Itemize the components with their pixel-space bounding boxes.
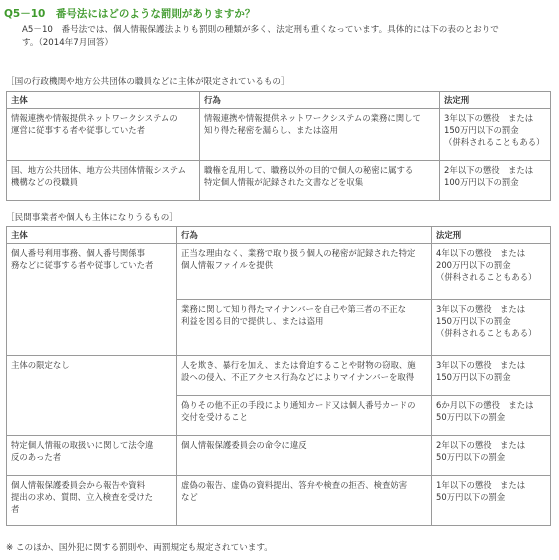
question-title: Q5－10 番号法にはどのような罰則がありますか？	[4, 8, 256, 20]
cell-line: 人を欺き、暴行を加え、または脅迫することや財物の窃取、施	[181, 360, 416, 370]
subject-cell	[7, 356, 177, 436]
action-cell	[177, 436, 432, 476]
cell-line: 50万円以下の罰金	[436, 492, 506, 502]
cell-line: 特定個人情報が記録された文書などを収集	[204, 177, 364, 187]
header-penalty: 法定刑	[440, 92, 551, 109]
cell-line: 反のあった者	[11, 452, 62, 462]
answer-text	[22, 24, 550, 50]
cell-line: 6か月以下の懲役 または	[436, 400, 534, 410]
cell-line: 2年以下の懲役 または	[444, 165, 534, 175]
cell-line: （併科されることもある）	[436, 272, 537, 282]
action-cell	[177, 300, 432, 356]
cell-line: 正当な理由なく、業務で取り扱う個人の秘密が記録された特定	[181, 248, 416, 258]
cell-line: 個人番号利用事務、個人番号関係事	[11, 248, 145, 258]
table-row	[7, 356, 551, 396]
cell-line: 特定個人情報の取扱いに関して法令違	[11, 440, 154, 450]
penalty-cell	[440, 161, 551, 201]
action-cell	[177, 396, 432, 436]
table-row	[7, 476, 551, 526]
cell-line: 提出の求め、質問、立入検査を受けた	[11, 492, 154, 502]
cell-line: 偽りその他不正の手段により通知カード又は個人番号カードの	[181, 400, 416, 410]
cell-line: 2年以下の懲役 または	[436, 440, 526, 450]
penalty-cell	[432, 476, 551, 526]
answer-line: A5－10 番号法では、個人情報保護法よりも罰則の種類が多く、法定刑も重くなっています。具体的には下の表のとおりで	[22, 25, 499, 35]
penalty-table-private	[6, 226, 551, 526]
cell-line: 200万円以下の罰金	[436, 260, 511, 270]
subject-cell	[7, 476, 177, 526]
cell-line: 務などに従事する者や従事していた者	[11, 260, 154, 270]
header-action: 行為	[200, 92, 440, 109]
header-penalty: 法定刑	[432, 227, 551, 244]
penalty-cell	[440, 109, 551, 161]
cell-line: 虚偽の報告、虚偽の資料提出、答弁や検査の拒否、検査妨害	[181, 480, 408, 490]
footnote: ※ このほか、国外犯に関する罰則や、両罰規定も規定されています。	[6, 543, 273, 553]
cell-line: 知り得た秘密を漏らし、または盗用	[204, 125, 338, 135]
cell-line: （併科されることもある）	[444, 137, 545, 147]
cell-line: 情報連携や情報提供ネットワークシステムの業務に関して	[204, 113, 421, 123]
cell-line: 者	[11, 504, 20, 514]
penalty-cell	[432, 396, 551, 436]
cell-line: 業務に関して知り得たマイナンバーを自己や第三者の不正な	[181, 304, 406, 314]
action-cell	[200, 109, 440, 161]
cell-line: 3年以下の懲役 または	[436, 360, 526, 370]
penalty-cell	[432, 436, 551, 476]
cell-line: 100万円以下の罰金	[444, 177, 519, 187]
cell-line: 150万円以下の罰金	[436, 372, 511, 382]
table-row	[7, 161, 551, 201]
table2-caption: ［民間事業者や個人も主体になりうるもの］	[6, 213, 178, 223]
header-subject: 主体	[7, 227, 177, 244]
cell-line: 4年以下の懲役 または	[436, 248, 526, 258]
cell-line: 交付を受けること	[181, 412, 248, 422]
cell-line: （併科されることもある）	[436, 328, 537, 338]
penalty-cell	[432, 244, 551, 300]
subject-cell	[7, 436, 177, 476]
cell-line: 設への侵入、不正アクセス行為などによりマイナンバーを取得	[181, 372, 415, 382]
table-header-row	[7, 92, 551, 109]
answer-line: す。（2014年7月回答）	[22, 38, 114, 48]
penalty-table-public	[6, 91, 551, 201]
table-row	[7, 436, 551, 476]
cell-line: 3年以下の懲役 または	[444, 113, 534, 123]
subject-cell	[7, 161, 200, 201]
cell-line: 運営に従事する者や従事していた者	[11, 125, 145, 135]
cell-line: 個人情報保護委員会から報告や資料	[11, 480, 145, 490]
action-cell	[177, 356, 432, 396]
table-header-row	[7, 227, 551, 244]
cell-line: 利益を図る目的で提供し、または盗用	[181, 316, 324, 326]
cell-line: 個人情報ファイルを提供	[181, 260, 273, 270]
cell-line: 情報連携や情報提供ネットワークシステムの	[11, 113, 178, 123]
table-row	[7, 109, 551, 161]
cell-line: 150万円以下の罰金	[444, 125, 519, 135]
cell-line: 50万円以下の罰金	[436, 412, 506, 422]
cell-line: 職権を乱用して、職務以外の目的で個人の秘密に属する	[204, 165, 414, 175]
subject-cell	[7, 109, 200, 161]
subject-cell	[7, 244, 177, 356]
cell-line: 機構などの役職員	[11, 177, 78, 187]
cell-line: など	[181, 492, 198, 502]
cell-line: 3年以下の懲役 または	[436, 304, 526, 314]
action-cell	[177, 244, 432, 300]
cell-line: 主体の限定なし	[11, 360, 70, 370]
cell-line: 50万円以下の罰金	[436, 452, 506, 462]
cell-line: 個人情報保護委員会の命令に違反	[181, 440, 307, 450]
header-subject: 主体	[7, 92, 200, 109]
action-cell	[200, 161, 440, 201]
table-row	[7, 244, 551, 300]
penalty-cell	[432, 356, 551, 396]
penalty-cell	[432, 300, 551, 356]
cell-line: 国、地方公共団体、地方公共団体情報システム	[11, 165, 187, 175]
cell-line: 150万円以下の罰金	[436, 316, 511, 326]
action-cell	[177, 476, 432, 526]
cell-line: 1年以下の懲役 または	[436, 480, 526, 490]
table1-caption: ［国の行政機関や地方公共団体の職員などに主体が限定されているもの］	[6, 77, 290, 87]
header-action: 行為	[177, 227, 432, 244]
